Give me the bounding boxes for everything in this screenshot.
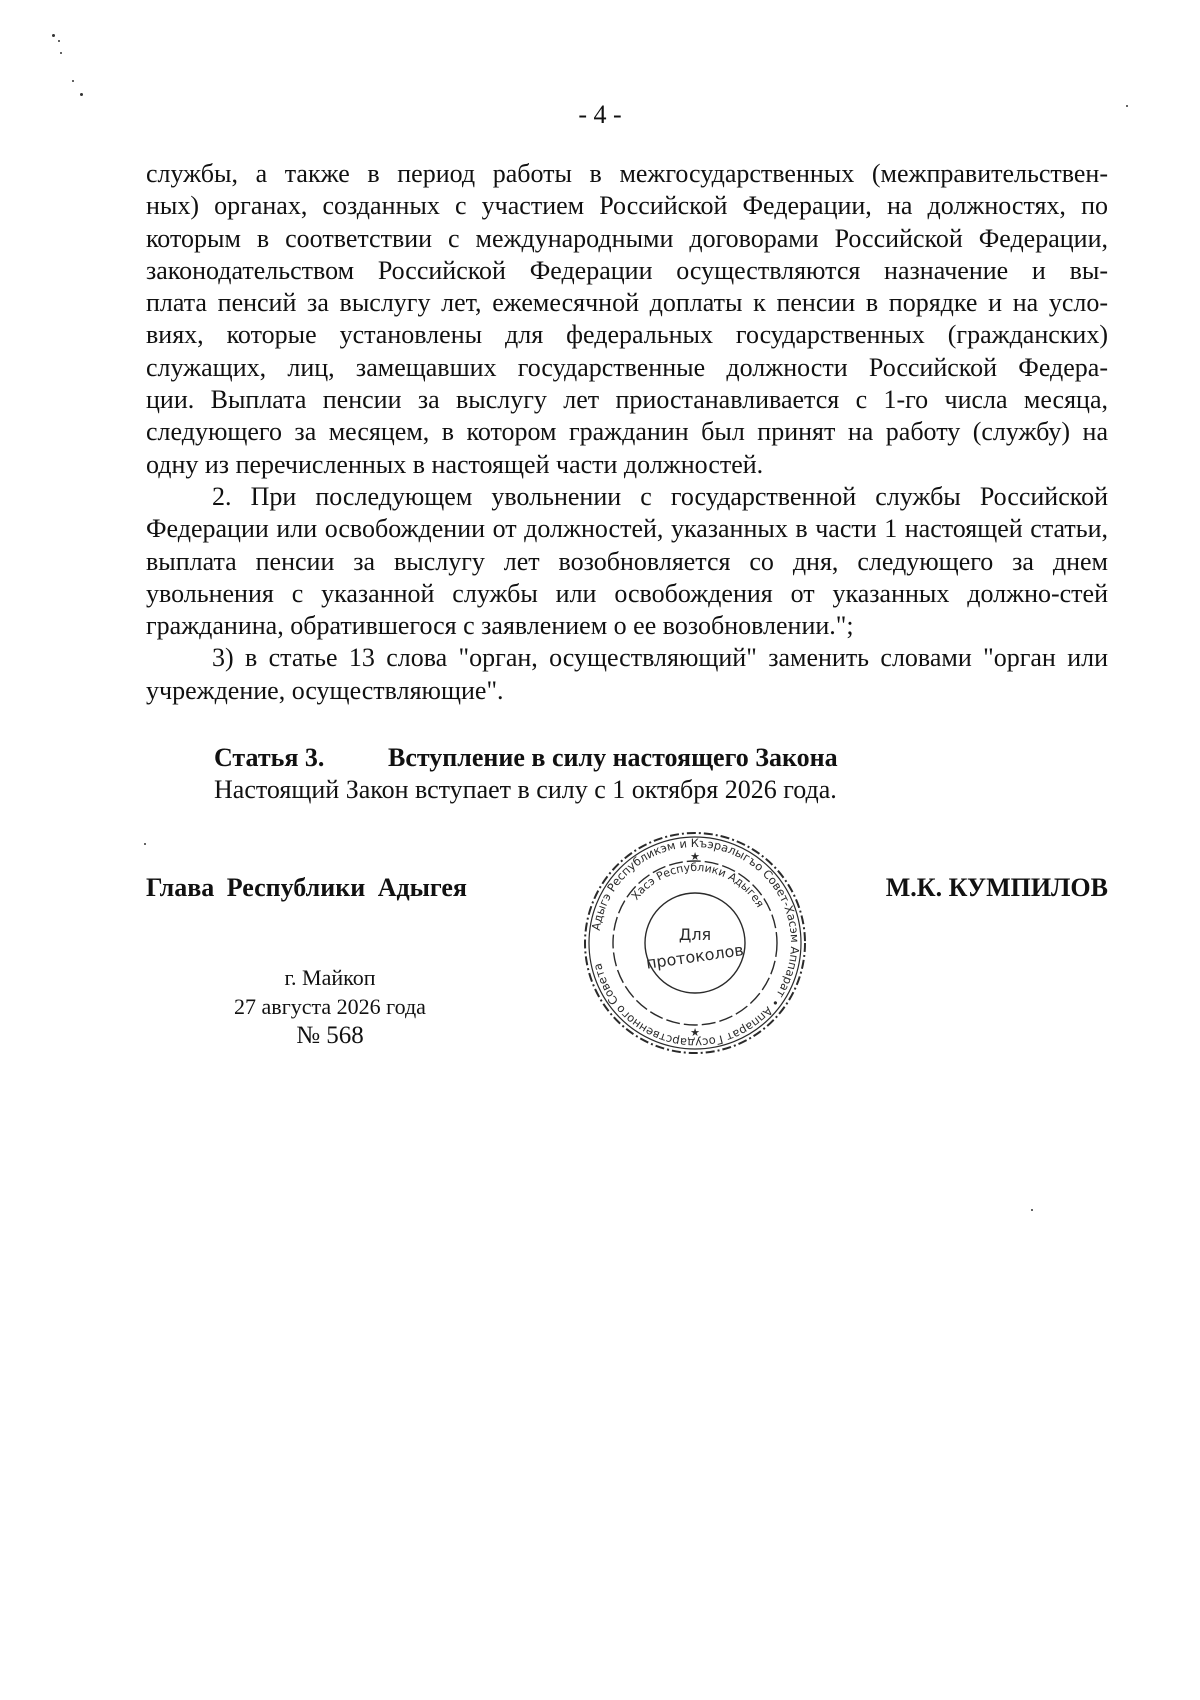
article-3	[214, 742, 838, 806]
scan-speck	[80, 93, 83, 96]
scan-speck	[1031, 1209, 1033, 1211]
scan-speck	[60, 52, 62, 54]
scan-speck	[58, 40, 60, 42]
law-text-body	[146, 158, 1108, 707]
stamp-star-top: ★	[690, 850, 700, 863]
signer-name: М.К. КУМПИЛОВ	[885, 873, 1108, 902]
stamp-center-line-2: протоколов	[644, 940, 745, 973]
stamp-star-bottom: ★	[690, 1026, 700, 1039]
paragraph-1-line: ции. Выплата пенсии за выслугу лет приостанавливается с 1-го числа месяца,	[146, 385, 1108, 415]
paragraph-1-line: следующего за месяцем, в котором гражданин был принят на работу (службу) на	[146, 417, 1108, 447]
stamp-center-line-1: Для	[678, 925, 712, 944]
paragraph-1	[146, 158, 1108, 481]
paragraph-3: 3) в статье 13 слова "орган, осуществляющий" заменить словами "орган или учреждение, осуществляющие".	[146, 643, 1108, 705]
article-title: Вступление в силу настоящего Закона	[388, 743, 838, 772]
paragraph-1-line: ных) органах, созданных с участием Российской Федерации, на должностях, по	[146, 191, 1108, 221]
stamp-inner-text: Хасэ Республики Адыгея	[628, 860, 767, 910]
article-number: Статья 3.	[214, 743, 325, 772]
paragraph-1-line: которым в соответствии с международными договорами Российской Федерации,	[146, 223, 1108, 253]
paragraph-2: 2. При последующем увольнении с государственной службы Российской Федерации или освобождении от должностей, указанных в части 1 настоящей статьи, выплата пенсии за выслугу лет возобновляется со дня, следующего за днем увольнения с указанной службы или освобождения от указанных должно-стей гражданина, обратившегося с заявлением о ее возобновлении.";	[146, 481, 1108, 641]
scan-speck	[72, 80, 74, 82]
official-seal-stamp	[580, 828, 810, 1058]
paragraph-1-line: законодательством Российской Федерации осуществляются назначение и вы-	[146, 255, 1108, 285]
paragraph-1-line: служащих, лиц, замещавших государственные должности Российской Федера-	[146, 352, 1108, 382]
signing-date: 27 августа 2026 года	[234, 994, 426, 1019]
article-heading	[214, 742, 838, 774]
paragraph-1-line: плата пенсий за выслугу лет, ежемесячной доплаты к пенсии в порядке и на усло-	[146, 288, 1108, 318]
paragraph-1-line: одну из перечисленных в настоящей части должностей.	[146, 449, 764, 479]
city: г. Майкоп	[284, 965, 376, 990]
scan-speck	[1126, 105, 1128, 107]
signer-title: Глава Республики Адыгея	[146, 873, 467, 902]
scan-speck	[52, 34, 55, 37]
paragraph-1-line: виях, которые установлены для федеральных государственных (гражданских)	[146, 320, 1108, 350]
paragraph-1-line: службы, а также в период работы в межгосударственных (межправительствен-	[146, 159, 1108, 188]
page-number: - 4 -	[578, 100, 622, 129]
place-date-block	[200, 963, 460, 1050]
stamp-outer-text: Адыгэ Республикэм и Къэралыгъо Совет-Хасэм Аппарат • Аппарат Государственного Совета	[588, 835, 803, 1051]
scan-speck	[144, 843, 146, 845]
law-number: № 568	[296, 1022, 364, 1049]
article-text: Настоящий Закон вступает в силу с 1 октября 2026 года.	[214, 775, 837, 804]
